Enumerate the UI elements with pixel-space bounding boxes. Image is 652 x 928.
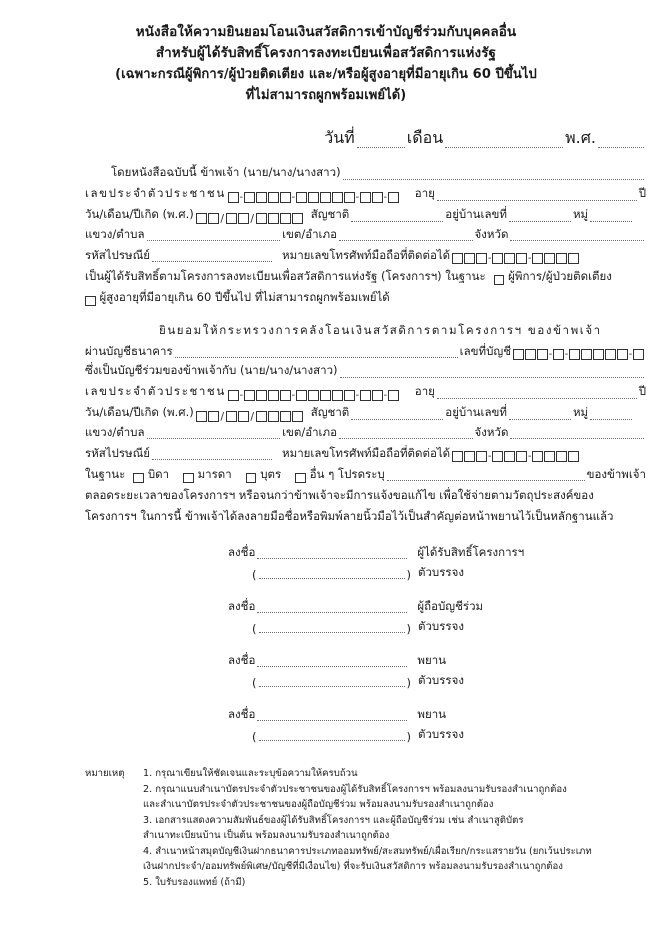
- signature-input[interactable]: [257, 611, 407, 613]
- consent-paragraph-row: [85, 319, 646, 340]
- joint-holder-house-no-input[interactable]: [509, 418, 571, 420]
- joint-holder-province-label: จังหวัด: [474, 424, 509, 439]
- joint-holder-postcode-input[interactable]: [152, 458, 272, 460]
- signature-role-label: ผู้ถือบัญชีร่วม: [417, 599, 484, 613]
- status-elderly-row: [85, 286, 646, 307]
- printed-name-input[interactable]: [259, 631, 405, 633]
- joint-holder-id-label: เลขประจำตัวประชาชน: [85, 384, 226, 398]
- title-line-4: ที่ไม่สามารถผูกพร้อมเพย์ได้): [245, 88, 407, 103]
- notes-section: [0, 766, 652, 890]
- joint-holder-address-row: [85, 423, 646, 443]
- signature-input[interactable]: [257, 557, 407, 559]
- terms-line-2: โครงการฯ ในการนี้ ข้าพเจ้าได้ลงลายมือชื่อหรือพิมพ์ลายนิ้วมือไว้เป็นสำคัญต่อหน้าพยานไว้เป็นหลักฐานแล้ว: [85, 508, 614, 523]
- joint-holder-dob-row: [85, 402, 646, 423]
- joint-holder-nationality-input[interactable]: [351, 418, 443, 420]
- joint-holder-mobile-boxes[interactable]: - -: [452, 451, 579, 462]
- sign-label: ลงชื่อ: [228, 653, 256, 667]
- declarant-dob-row: [85, 204, 646, 225]
- note-item: 2. กรุณาแนบสำเนาบัตรประจำตัวประชาชนของผู้ได้รับสิทธิ์โครงการฯ พร้อมลงนามรับรองสำเนาถูกต้อง: [143, 783, 567, 795]
- signature-section: [0, 542, 652, 744]
- declarant-province-label: จังหวัด: [474, 226, 509, 241]
- note-item: 5. ใบรับรองแพทย์ (ถ้ามี): [143, 876, 246, 888]
- terms-line-1: ตลอดระยะเวลาของโครงการฯ หรือจนกว่าข้าพเจ้าจะมีการแจ้งขอแก้ไข เพื่อใช้จ่ายตามวัตถุประสงค์ของ: [85, 487, 594, 502]
- date-month-label: เดือน: [406, 128, 444, 147]
- declarant-moo-input[interactable]: [590, 220, 632, 222]
- relationship-prefix: ในฐานะ: [85, 466, 126, 481]
- joint-holder-id-row: [85, 381, 646, 402]
- signature-block-beneficiary: [0, 542, 646, 582]
- joint-holder-national-id-boxes[interactable]: - - - -: [228, 390, 399, 401]
- signature-input[interactable]: [257, 719, 407, 721]
- date-month-input[interactable]: [445, 146, 563, 148]
- note-continuation: และสำเนาบัตรประจำตัวประชาชนของผู้ถือบัญชีร่วม พร้อมลงนามรับรองสำเนาถูกต้อง: [143, 799, 494, 810]
- declarant-national-id-boxes[interactable]: - - - -: [228, 192, 399, 203]
- relationship-row: [85, 463, 646, 484]
- date-year-input[interactable]: [598, 146, 644, 148]
- joint-holder-postcode-label: รหัสไปรษณีย์: [85, 445, 151, 460]
- joint-holder-moo-input[interactable]: [590, 418, 632, 420]
- joint-holder-house-no-label: อยู่บ้านเลขที่: [445, 405, 507, 419]
- joint-holder-age-label: อายุ: [414, 384, 435, 398]
- declarant-age-input[interactable]: [437, 199, 637, 201]
- declarant-house-no-label: อยู่บ้านเลขที่: [445, 207, 507, 221]
- signature-role-label: ผู้ได้รับสิทธิ์โครงการฯ: [417, 545, 525, 559]
- printed-name-label: ตัวบรรจง: [418, 619, 464, 633]
- declarant-contact-row: [85, 244, 646, 265]
- checkbox-icon[interactable]: [85, 296, 96, 307]
- declarant-mobile-boxes[interactable]: - -: [452, 253, 579, 264]
- declarant-dob-label: วัน/เดือน/ปีเกิด (พ.ศ.): [85, 207, 194, 221]
- declarant-province-input[interactable]: [510, 239, 644, 241]
- signature-line: [0, 542, 646, 562]
- joint-holder-name-row: [85, 361, 646, 381]
- status-option-elderly[interactable]: [85, 288, 390, 308]
- bank-name-label: ผ่านบัญชีธนาคาร: [85, 343, 173, 358]
- declarant-section: [0, 163, 652, 526]
- relationship-option-child[interactable]: [246, 465, 281, 485]
- joint-holder-contact-row: [85, 442, 646, 463]
- declarant-district-label: เขต/อำเภอ: [282, 226, 337, 241]
- bank-account-row: [85, 340, 646, 361]
- joint-holder-moo-label: หมู่: [572, 405, 589, 419]
- checkbox-icon[interactable]: [295, 473, 306, 484]
- page-title: [0, 0, 652, 106]
- relationship-option-other[interactable]: [295, 465, 385, 485]
- signature-printed-name-line: ( ) ตัวบรรจง: [252, 565, 464, 582]
- printed-name-input[interactable]: [259, 577, 405, 579]
- relationship-option-mother[interactable]: [183, 465, 232, 485]
- declarant-postcode-input[interactable]: [152, 260, 272, 262]
- declarant-age-unit: ปี: [638, 186, 646, 200]
- declarant-mobile-label: หมายเลขโทรศัพท์มือถือที่ติดต่อได้: [282, 247, 451, 262]
- joint-holder-nationality-label: สัญชาติ: [310, 405, 350, 419]
- relationship-suffix: ของข้าพเจ้า: [586, 466, 646, 481]
- joint-holder-age-input[interactable]: [437, 397, 637, 399]
- signature-role-label: พยาน: [417, 707, 447, 721]
- joint-holder-dob-label: วัน/เดือน/ปีเกิด (พ.ศ.): [85, 405, 194, 419]
- joint-holder-age-unit: ปี: [638, 384, 646, 398]
- date-day-label: วันที่: [324, 128, 355, 147]
- account-no-label: เลขที่บัญชี: [459, 343, 511, 358]
- terms-line-2-row: [85, 505, 646, 526]
- date-day-input[interactable]: [357, 146, 405, 148]
- checkbox-icon[interactable]: [133, 473, 144, 484]
- declarant-nationality-input[interactable]: [351, 220, 443, 222]
- status-row: [85, 265, 646, 286]
- checkbox-icon[interactable]: [246, 473, 257, 484]
- declarant-moo-label: หมู่: [572, 207, 589, 221]
- checkbox-icon[interactable]: [183, 473, 194, 484]
- sign-label: ลงชื่อ: [228, 545, 256, 559]
- printed-name-input[interactable]: [259, 739, 405, 741]
- declarant-nationality-label: สัญชาติ: [310, 207, 350, 221]
- note-item: 4. สำเนาหน้าสมุดบัญชีเงินฝากธนาคารประเภทออมทรัพย์/สะสมทรัพย์/เผื่อเรียก/กระแสรายวัน (ยกเว้นประเภท: [143, 845, 592, 857]
- status-option-elderly-label: ผู้สูงอายุที่มีอายุเกิน 60 ปีขึ้นไป ที่ไม่สามารถผูกพร้อมเพย์ได้: [99, 289, 390, 304]
- joint-holder-district-input[interactable]: [339, 437, 473, 439]
- joint-holder-mobile-label: หมายเลขโทรศัพท์มือถือที่ติดต่อได้: [282, 445, 451, 460]
- signature-line: [0, 704, 646, 724]
- declarant-address-row: [85, 225, 646, 245]
- joint-holder-intro-label: ซึ่งเป็นบัญชีร่วมของข้าพเจ้ากับ (นาย/นาง/นางสาว): [85, 363, 338, 377]
- signature-block-witness-2: [0, 704, 646, 744]
- printed-name-label: ตัวบรรจง: [418, 727, 464, 741]
- relationship-option-father-label: บิดา: [147, 466, 170, 481]
- status-prefix: เป็นผู้ได้รับสิทธิ์ตามโครงการลงทะเบียนเพื่อสวัสดิการแห่งรัฐ (โครงการฯ) ในฐานะ: [85, 268, 486, 283]
- signature-printed-name-line: ( ) ตัวบรรจง: [252, 619, 464, 636]
- title-line-3: (เฉพาะกรณีผู้พิการ/ผู้ป่วยติดเตียง และ/หรือผู้สูงอายุที่มีอายุเกิน 60 ปีขึ้นไป: [115, 67, 537, 82]
- sign-label: ลงชื่อ: [228, 707, 256, 721]
- checkbox-icon[interactable]: [494, 275, 505, 286]
- signature-printed-name-line: ( ) ตัวบรรจง: [252, 673, 464, 690]
- bank-account-boxes[interactable]: - - -: [513, 349, 644, 360]
- notes-list: [143, 766, 648, 890]
- declarant-name-input[interactable]: [343, 178, 644, 180]
- joint-holder-name-input[interactable]: [340, 376, 644, 378]
- declarant-house-no-input[interactable]: [509, 220, 571, 222]
- title-line-2: สำหรับผู้ได้รับสิทธิ์โครงการลงทะเบียนเพื่อสวัสดิการแห่งรัฐ: [155, 45, 497, 61]
- signature-input[interactable]: [257, 665, 407, 667]
- note-item: 3. เอกสารแสดงความสัมพันธ์ของผู้ได้รับสิทธิ์โครงการฯ และผู้ถือบัญชีร่วม เช่น สำเนาสูติบัตร: [143, 814, 524, 826]
- signature-block-witness-1: [0, 650, 646, 690]
- signature-line: [0, 650, 646, 670]
- relationship-option-father[interactable]: [133, 465, 169, 485]
- joint-holder-province-input[interactable]: [510, 437, 644, 439]
- declarant-birthdate-boxes[interactable]: / /: [196, 213, 303, 224]
- declarant-age-label: อายุ: [414, 186, 435, 200]
- relationship-option-mother-label: มารดา: [197, 466, 232, 481]
- printed-name-label: ตัวบรรจง: [418, 673, 464, 687]
- terms-line-1-row: [85, 484, 646, 505]
- joint-holder-subdistrict-input[interactable]: [147, 437, 281, 439]
- joint-holder-district-label: เขต/อำเภอ: [282, 424, 337, 439]
- relationship-option-child-label: บุตร: [260, 466, 282, 481]
- date-line: [0, 126, 652, 151]
- consent-paragraph: ยินยอมให้กระทรวงการคลังโอนเงินสวัสดิการตามโครงการฯ ของข้าพเจ้า: [159, 322, 602, 337]
- declarant-id-row: [85, 183, 646, 204]
- joint-holder-birthdate-boxes[interactable]: / /: [196, 411, 303, 422]
- declarant-name-row: [85, 163, 646, 183]
- declarant-subdistrict-input[interactable]: [147, 239, 281, 241]
- sign-label: ลงชื่อ: [228, 599, 256, 613]
- notes-label: หมายเหตุ: [85, 768, 125, 779]
- signature-role-label: พยาน: [417, 653, 447, 667]
- signature-printed-name-line: ( ) ตัวบรรจง: [252, 727, 464, 744]
- printed-name-input[interactable]: [259, 685, 405, 687]
- relationship-other-input[interactable]: [387, 479, 585, 481]
- title-line-1: หนังสือให้ความยินยอมโอนเงินสวัสดิการเข้าบัญชีร่วมกับบุคคลอื่น: [135, 24, 517, 40]
- signature-block-joint-holder: [0, 596, 646, 636]
- declarant-postcode-label: รหัสไปรษณีย์: [85, 247, 151, 262]
- declarant-id-label: เลขประจำตัวประชาชน: [85, 186, 226, 200]
- signature-line: [0, 596, 646, 616]
- status-option-disabled[interactable]: [494, 267, 612, 287]
- declarant-district-input[interactable]: [339, 239, 473, 241]
- declarant-subdistrict-label: แขวง/ตำบล: [85, 226, 145, 241]
- note-continuation: สำเนาทะเบียนบ้าน เป็นต้น พร้อมลงนามรับรองสำเนาถูกต้อง: [143, 830, 390, 841]
- joint-holder-subdistrict-label: แขวง/ตำบล: [85, 424, 145, 439]
- note-continuation: เงินฝากประจำ/ออมทรัพย์พิเศษ/บัญชีที่มีเงื่อนไข) ที่จะรับเงินสวัสดิการ พร้อมลงนามรับรองสำเนาถูกต้อง: [143, 861, 563, 872]
- status-option-disabled-label: ผู้พิการ/ผู้ป่วยติดเตียง: [508, 268, 612, 283]
- relationship-option-other-label: อื่น ๆ โปรดระบุ: [309, 466, 385, 481]
- bank-name-input[interactable]: [175, 356, 458, 358]
- declarant-intro-label: โดยหนังสือฉบับนี้ ข้าพเจ้า (นาย/นาง/นางสาว): [111, 165, 341, 179]
- printed-name-label: ตัวบรรจง: [418, 565, 464, 579]
- note-item: 1. กรุณาเขียนให้ชัดเจนและระบุข้อความให้ครบถ้วน: [143, 768, 358, 779]
- date-year-label: พ.ศ.: [565, 128, 596, 147]
